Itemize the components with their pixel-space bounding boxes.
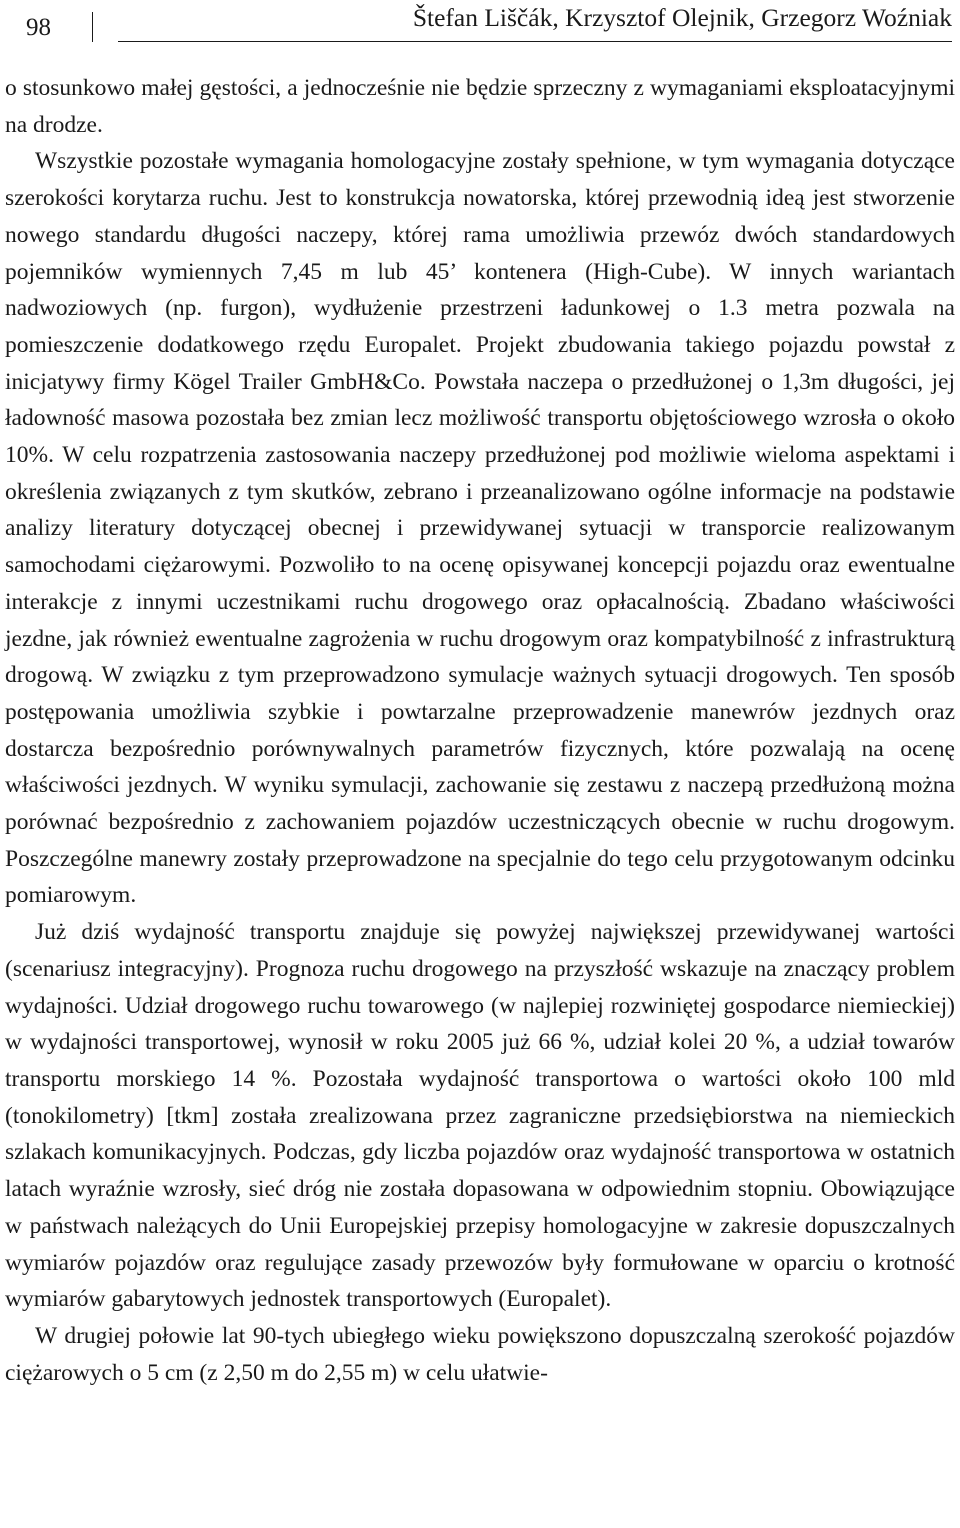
page-number: 98: [26, 14, 51, 41]
header-rule: [118, 41, 952, 42]
paragraph: Wszystkie pozostałe wymagania homologacyjne zostały spełnione, w tym wymagania dotyczące szerokości korytarza ruchu. Jest to konstrukcja nowatorska, której przewodnią ideą jest stworzenie nowego standardu długości naczepy, której rama umożliwia przewóz dwóch standardowych pojemników wymiennych 7,45 m lub 45’ kontenera (High-Cube). W innych wariantach nadwoziowych (np. furgon), wydłużenie przestrzeni ładunkowej o 1.3 metra pozwala na pomieszczenie dodatkowego rzędu Europalet. Projekt zbudowania takiego pojazdu powstał z inicjatywy firmy Kögel Trailer GmbH&Co. Powstała naczepa o przedłużonej o 1,3m długości, jej ładowność masowa pozostała bez zmian lecz możliwość transportu objętościowego wzrosła o około 10%. W celu rozpatrzenia zastosowania naczepy przedłużonej pod możliwie wieloma aspektami i określenia związanych z tym skutków, zebrano i przeanalizowano ogólne informacje na podstawie analizy literatury dotyczącej obecnej i przewidywanej sytuacji w transporcie realizowanym samochodami ciężarowymi. Pozwoliło to na ocenę opisywanej koncepcji pojazdu oraz ewentualne interakcje z innymi uczestnikami ruchu drogowego oraz opłacalnością. Zbadano właściwości jezdne, jak również ewentualne zagrożenia w ruchu drogowym oraz kompatybilność z infrastrukturą drogową. W związku z tym przeprowadzono symulacje ważnych sytuacji drogowych. Ten sposób postępowania umożliwia szybkie i powtarzalne przeprowadzenie manewrów jezdnych oraz dostarcza bezpośrednio porównywalnych parametrów fizycznych, które pozwalają na ocenę właściwości jezdnych. W wyniku symulacji, zachowanie się zestawu z naczepą przedłużoną można porównać bezpośrednio z zachowaniem pojazdów uczestniczących obecnie w ruchu drogowym. Poszczególne manewry zostały przeprowadzone na specjalnie do tego celu przygotowanym odcinku pomiarowym.: [5, 148, 955, 909]
paragraph: W drugiej połowie lat 90-tych ubiegłego wieku powiększono dopuszczalną szerokość pojazdów ciężarowych o 5 cm (z 2,50 m do 2,55 m) w celu ułatwie-: [5, 1322, 955, 1386]
header-divider: [92, 12, 93, 42]
paragraph-continuation: o stosunkowo małej gęstości, a jednocześnie nie będzie sprzeczny z wymaganiami eksploatacyjnymi na drodze.: [5, 75, 955, 138]
running-head-authors: Štefan Liščák, Krzysztof Olejnik, Grzegorz Woźniak: [412, 3, 952, 32]
body-text: [5, 70, 955, 1391]
paragraph: Już dziś wydajność transportu znajduje się powyżej największej przewidywanej wartości (scenariusz integracyjny). Prognoza ruchu drogowego na przyszłość wskazuje na znaczący problem wydajności. Udział drogowego ruchu towarowego (w najlepiej rozwiniętej gospodarce niemieckiej) w wydajności transportowej, wynosił w roku 2005 już 66 %, udział kolei 20 %, a udział towarów transportu morskiego 14 %. Pozostała wydajność transportowa o wartości około 100 mld (tonokilometry) [tkm] została zrealizowana przez zagraniczne przedsiębiorstwa na niemieckich szlakach komunikacyjnych. Podczas, gdy liczba pojazdów oraz wydajność transportowa w ostatnich latach wyraźnie wzrosły, sieć dróg nie została dopasowana w odpowiednim stopniu. Obowiązujące w państwach należących do Unii Europejskiej przepisy homologacyjne w zakresie dopuszczalnych wymiarów pojazdów oraz regulujące zasady przewozów były formułowane w oparciu o krotność wymiarów gabarytowych jednostek transportowych (Europalet).: [5, 919, 955, 1313]
